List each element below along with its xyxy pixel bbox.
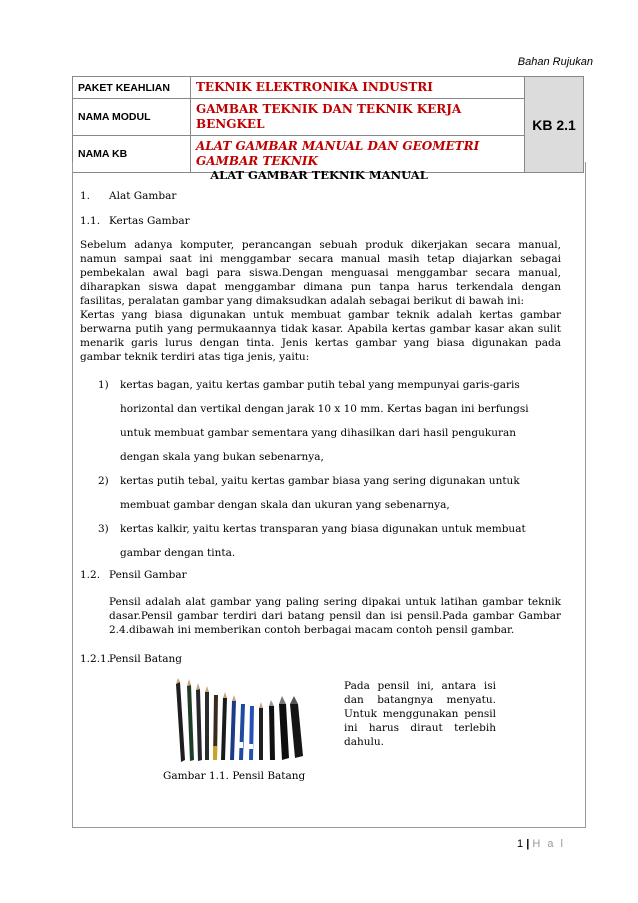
document-title: ALAT GAMBAR TEKNIK MANUAL: [210, 168, 428, 182]
section-1-title: Alat Gambar: [109, 190, 177, 202]
pencil-icon: [239, 704, 245, 760]
kb-value: ALAT GAMBAR MANUAL DAN GEOMETRI GAMBAR TEKNIK: [191, 136, 525, 173]
pencil-icon: [187, 679, 194, 761]
list-number: 2): [98, 475, 109, 487]
page-footer: [517, 838, 565, 850]
table-row: [73, 77, 584, 99]
section-1-1-number: 1.1.: [80, 215, 101, 227]
kb-code: KB 2.1: [525, 77, 584, 173]
figure-caption: Gambar 1.1. Pensil Batang: [163, 770, 306, 782]
pencil-icon: [249, 706, 254, 760]
section-1-number: 1.: [80, 190, 91, 202]
paragraph-intro: Sebelum adanya komputer, perancangan sebuah produk dikerjakan secara manual, namun sampai saat ini menggambar secara manual masih tetap diajarkan sebagai pembekalan awal bagi para siswa.Dengan menguasai menggambar secara manual, diharapkan siswa dapat menggambar dimana pun tanpa harus terkendala dengan fasilitas, peralatan gambar yang dimaksudkan adalah sebagai berikut di bawah ini:: [80, 239, 561, 307]
list-text: kertas putih tebal, yaitu kertas gambar biasa yang sering digunakan untuk membuat gambar dengan skala dan ukuran yang sebenarnya,: [120, 475, 520, 511]
footer-separator: |: [526, 838, 530, 850]
modul-value: GAMBAR TEKNIK DAN TEKNIK KERJA BENGKEL: [191, 99, 525, 136]
list-number: 1): [98, 379, 109, 391]
list-text: kertas kalkir, yaitu kertas transparan yang biasa digunakan untuk membuat gambar dengan tinta.: [120, 523, 526, 559]
pencil-icon: [176, 678, 185, 762]
pencil-side-note: Pada pensil ini, antara isi dan batangnya menyatu. Untuk menggunakan pensil ini harus diraut terlebih dahulu.: [344, 680, 496, 748]
header-reference-label: Bahan Rujukan: [517, 56, 593, 68]
pencil-icon: [269, 700, 275, 760]
paket-value: TEKNIK ELEKTRONIKA INDUSTRI: [191, 77, 525, 99]
list-item: [98, 469, 543, 517]
page-number: 1: [517, 838, 524, 850]
section-1-1-title: Kertas Gambar: [109, 215, 190, 227]
table-row: [73, 99, 584, 136]
paragraph-pensil: Pensil adalah alat gambar yang paling sering dipakai untuk latihan gambar teknik dasar.Pensil gambar terdiri dari batang pensil dan isi pensil.Pada gambar Gambar 2.4.dibawah ini memberikan contoh berbagai macam contoh pensil gambar.: [109, 596, 561, 636]
section-1-2-number: 1.2.: [80, 569, 101, 581]
paket-label: PAKET KEAHLIAN: [73, 77, 191, 99]
list-item: [98, 373, 543, 469]
list-number: 3): [98, 523, 109, 535]
pencil-icon: [221, 692, 227, 760]
pencil-icon: [213, 695, 218, 760]
kb-label: NAMA KB: [73, 136, 191, 173]
paragraph-kertas: Kertas yang biasa digunakan untuk membuat gambar teknik adalah kertas gambar berwarna putih yang permukaannya tidak kasar. Apabila kertas gambar kasar akan sulit menarik garis lurus dengan tinta. Jenis kertas gambar yang biasa digunakan pada gambar teknik terdiri atas tiga jenis, yaitu:: [80, 309, 561, 363]
pencil-icon: [205, 686, 209, 760]
list-item: [98, 517, 543, 565]
pencils-photo: [165, 676, 308, 768]
module-info-table: [72, 76, 584, 173]
pencil-icon: [259, 702, 263, 760]
section-1-2-1-title: Pensil Batang: [109, 653, 182, 665]
pencil-icon: [290, 696, 303, 758]
pencil-icon: [196, 683, 202, 761]
section-1-2-title: Pensil Gambar: [109, 569, 187, 581]
pencil-icon: [230, 695, 236, 760]
modul-label: NAMA MODUL: [73, 99, 191, 136]
pencil-icon: [279, 696, 289, 760]
footer-hal-label: H a l: [532, 838, 565, 850]
section-1-2-1-number: 1.2.1.: [80, 653, 111, 665]
paper-types-list: [98, 373, 543, 565]
list-text: kertas bagan, yaitu kertas gambar putih tebal yang mempunyai garis-garis horizontal dan vertikal dengan jarak 10 x 10 mm. Kertas bagan ini berfungsi untuk membuat gambar sementara yang dihasilkan dari hasil pengukuran dengan skala yang bukan sebenarnya,: [120, 379, 529, 463]
